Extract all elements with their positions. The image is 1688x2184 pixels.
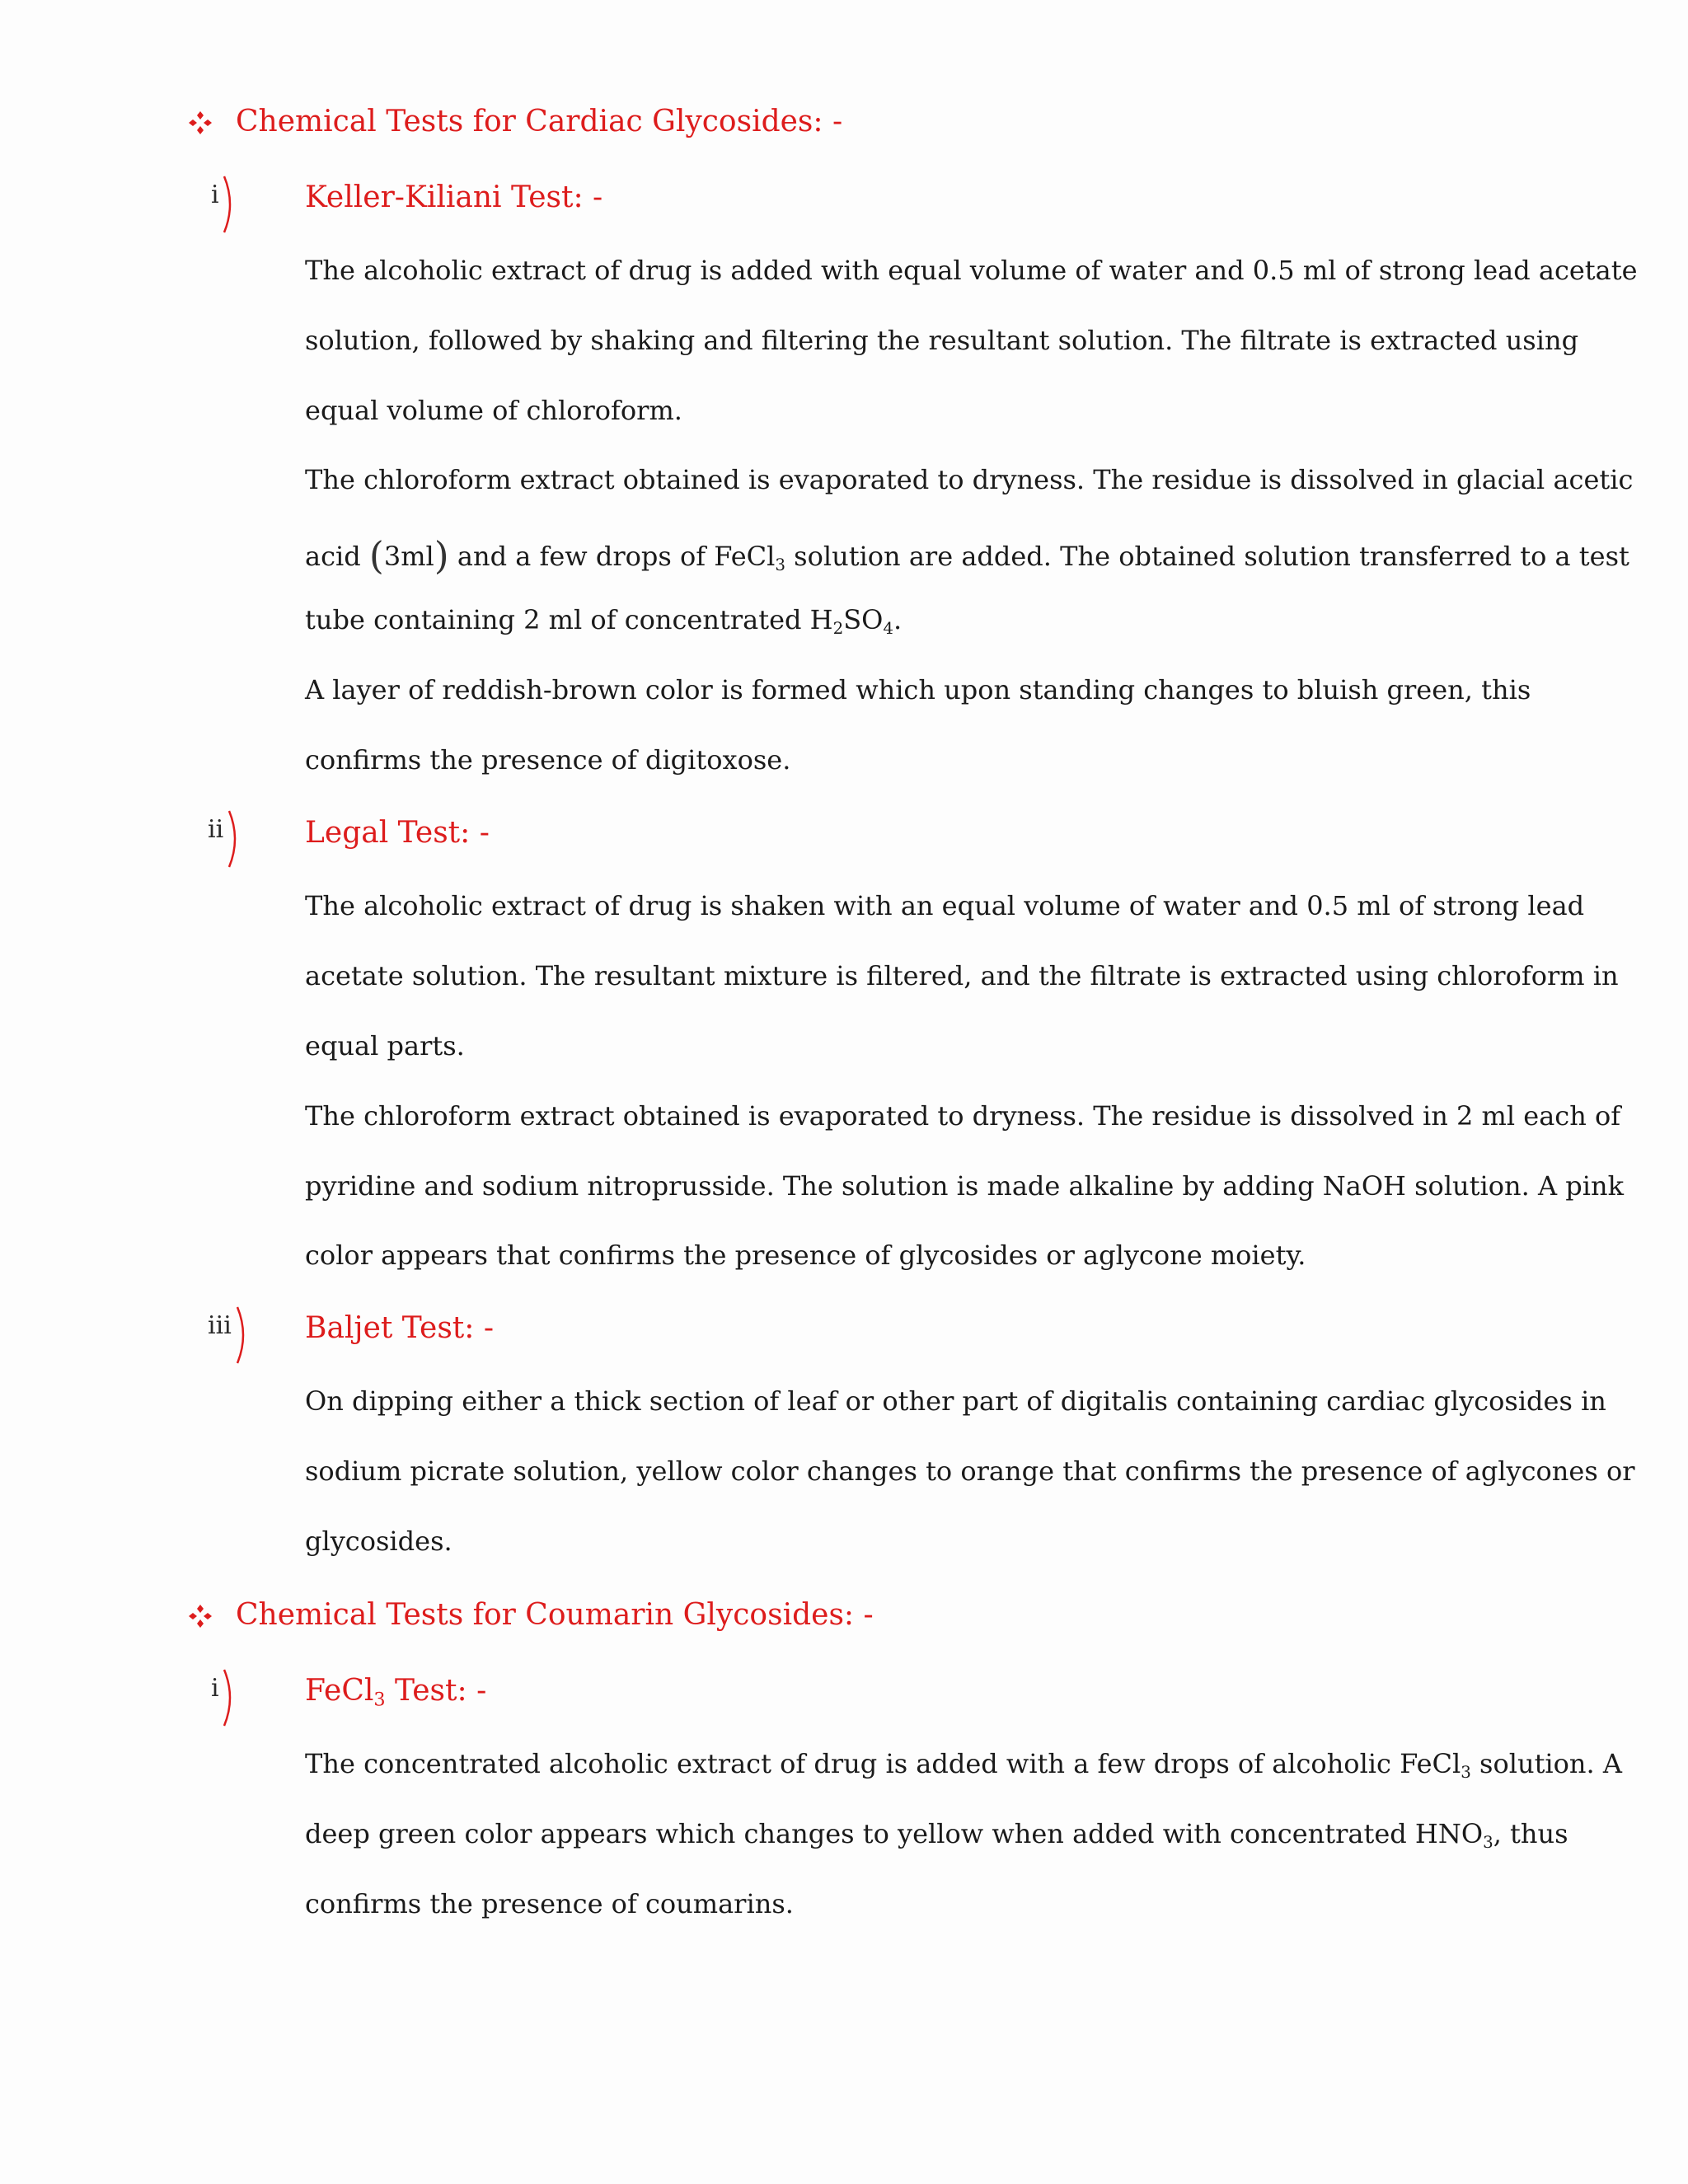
paragraph-line: The alcoholic extract of drug is shaken with an equal volume of water and 0.5 ml of strong lead (305, 890, 1585, 921)
list-numeral: ii (208, 815, 224, 844)
closing-paren-icon (226, 809, 242, 869)
text-run: , thus (1493, 1818, 1568, 1849)
paragraph-line: confirms the presence of coumarins. (305, 1888, 794, 1919)
test-title-baljet: Baljet Test: - (305, 1311, 495, 1345)
paragraph-line: equal parts. (305, 1030, 465, 1062)
text-run: acid (305, 541, 361, 572)
paragraph-line: A layer of reddish-brown color is formed which upon standing changes to bluish green, this (305, 674, 1531, 705)
subscript: 4 (883, 618, 893, 638)
paragraph-line: glycosides. (305, 1526, 452, 1557)
paragraph-line (305, 1748, 1622, 1782)
list-numeral: iii (208, 1311, 232, 1340)
subscript: 2 (832, 618, 844, 638)
section-title-cardiac: Chemical Tests for Cardiac Glycosides: - (236, 105, 843, 138)
text-run: deep green color appears which changes to yellow when added with concentrated HNO (305, 1818, 1484, 1849)
paragraph-line: color appears that confirms the presence of glycosides or aglycone moiety. (305, 1240, 1306, 1271)
paragraph-line: solution, followed by shaking and filtering the resultant solution. The filtrate is extracted using (305, 325, 1579, 356)
text-run: Test: - (395, 1674, 487, 1708)
paragraph-line (305, 604, 903, 638)
text-run: solution are added. The obtained solution transferred to a test (794, 541, 1629, 572)
subscript: 3 (373, 1689, 386, 1711)
text-run: tube containing 2 ml of concentrated H (305, 604, 833, 635)
paragraph-line: acetate solution. The resultant mixture is filtered, and the filtrate is extracted using chloroform in (305, 960, 1619, 991)
text-run: 3ml (383, 541, 434, 572)
close-paren: ) (434, 533, 449, 578)
section-title-coumarin: Chemical Tests for Coumarin Glycosides: - (236, 1598, 874, 1632)
text-run: FeCl (305, 1674, 374, 1708)
text-run: . (893, 604, 903, 635)
test-title-fecl3 (305, 1674, 487, 1711)
paragraph-line: equal volume of chloroform. (305, 395, 682, 426)
paragraph-line: confirms the presence of digitoxose. (305, 744, 791, 776)
subscript: 3 (775, 555, 785, 574)
open-paren: ( (368, 533, 384, 578)
paragraph-line: The chloroform extract obtained is evaporated to dryness. The residue is dissolved in glacial acetic (305, 464, 1634, 495)
text-run: SO (843, 604, 884, 635)
diamond-bullet-icon (188, 1604, 213, 1629)
paragraph-line: The chloroform extract obtained is evaporated to dryness. The residue is dissolved in 2 ml each of (305, 1100, 1621, 1132)
paragraph-line: The alcoholic extract of drug is added with equal volume of water and 0.5 ml of strong lead acetate (305, 255, 1638, 286)
paragraph-line (305, 533, 1629, 578)
closing-paren-icon (221, 1668, 237, 1727)
list-numeral: i (211, 1674, 219, 1703)
paragraph-line: On dipping either a thick section of leaf or other part of digitalis containing cardiac glycosides in (305, 1385, 1606, 1417)
subscript: 3 (1461, 1762, 1471, 1782)
paragraph-line (305, 1818, 1568, 1852)
test-title-keller-kiliani: Keller-Kiliani Test: - (305, 180, 603, 214)
subscript: 3 (1483, 1832, 1493, 1852)
text-run: The concentrated alcoholic extract of drug is added with a few drops of alcoholic FeCl (305, 1748, 1461, 1779)
diamond-bullet-icon (188, 110, 213, 135)
test-title-legal: Legal Test: - (305, 816, 490, 850)
list-numeral: i (211, 180, 219, 209)
closing-paren-icon (221, 175, 237, 234)
paragraph-line: sodium picrate solution, yellow color changes to orange that confirms the presence of aglycones or (305, 1455, 1635, 1487)
text-run: and a few drops of FeCl (457, 541, 776, 572)
closing-paren-icon (234, 1305, 251, 1365)
paragraph-line: pyridine and sodium nitroprusside. The solution is made alkaline by adding NaOH solution. A pink (305, 1170, 1624, 1202)
text-run: solution. A (1479, 1748, 1622, 1779)
